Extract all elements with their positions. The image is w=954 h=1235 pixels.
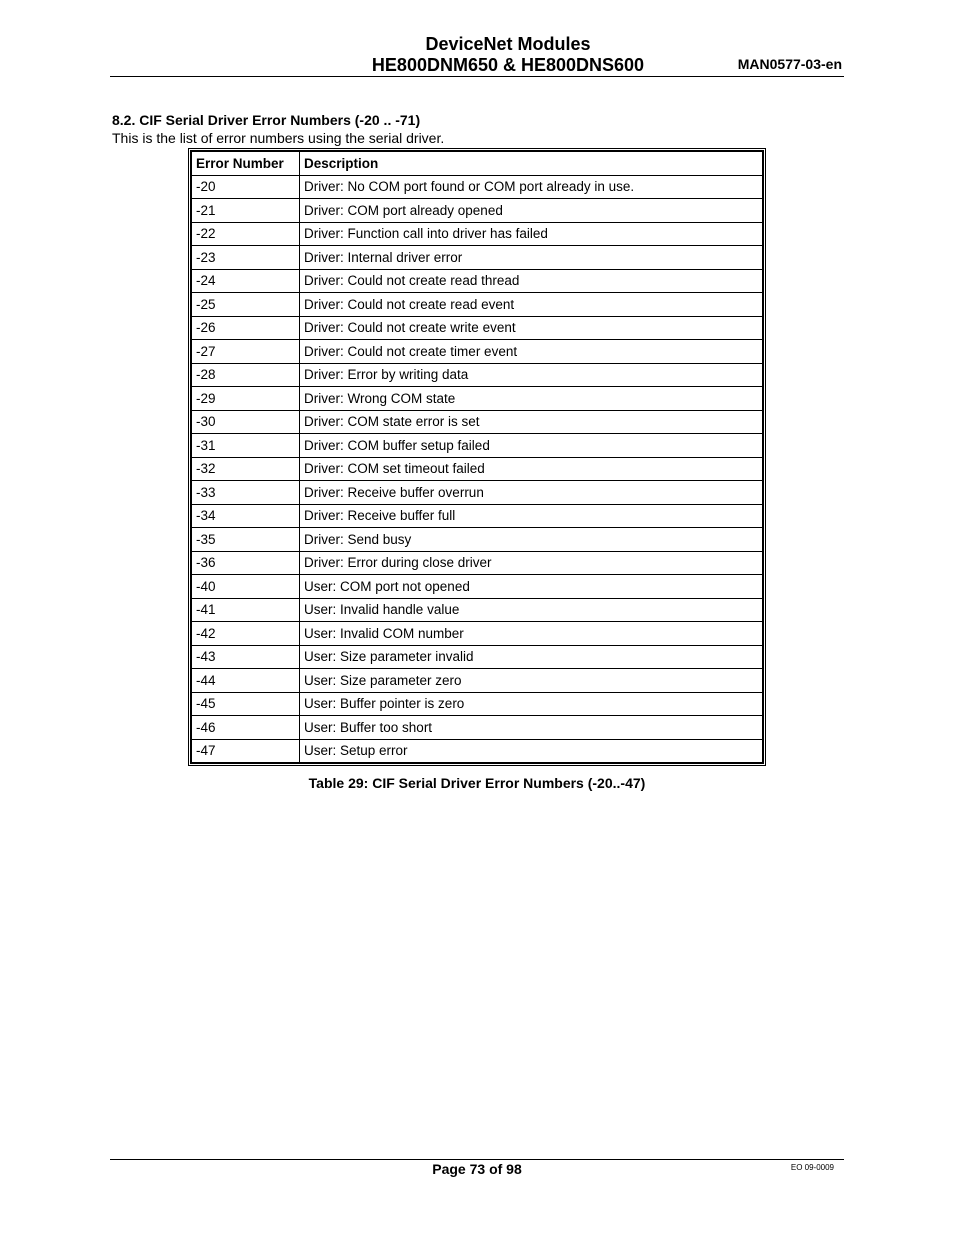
table-row	[192, 410, 763, 434]
table-row	[192, 340, 763, 364]
table-row	[192, 293, 763, 317]
description-cell: User: COM port not opened	[300, 575, 763, 599]
table-row	[192, 504, 763, 528]
table-row	[192, 387, 763, 411]
column-header-description: Description	[300, 152, 763, 176]
error-number-cell: -40	[192, 575, 300, 599]
error-number-cell: -44	[192, 669, 300, 693]
table-caption: Table 29: CIF Serial Driver Error Numbers (-20..-47)	[308, 775, 646, 791]
description-cell: Driver: Error during close driver	[300, 551, 763, 575]
page-number: Page 73 of 98	[432, 1161, 522, 1177]
description-cell: Driver: Function call into driver has failed	[300, 222, 763, 246]
document-number: MAN0577-03-en	[737, 56, 842, 72]
footer-code: EO 09-0009	[790, 1163, 834, 1172]
error-number-cell: -34	[192, 504, 300, 528]
error-number-cell: -43	[192, 645, 300, 669]
error-number-cell: -20	[192, 175, 300, 199]
table-row	[192, 481, 763, 505]
description-cell: User: Buffer too short	[300, 716, 763, 740]
description-cell: User: Buffer pointer is zero	[300, 692, 763, 716]
error-number-cell: -29	[192, 387, 300, 411]
table-header-row	[192, 152, 763, 176]
error-number-cell: -22	[192, 222, 300, 246]
description-cell: User: Invalid COM number	[300, 622, 763, 646]
table-row	[192, 669, 763, 693]
error-number-cell: -30	[192, 410, 300, 434]
table-row	[192, 598, 763, 622]
error-number-cell: -26	[192, 316, 300, 340]
description-cell: Driver: COM port already opened	[300, 199, 763, 223]
error-table	[191, 151, 763, 763]
table-row	[192, 716, 763, 740]
error-number-cell: -21	[192, 199, 300, 223]
document-title-line1: DeviceNet Modules	[425, 34, 591, 54]
description-cell: Driver: COM state error is set	[300, 410, 763, 434]
error-number-cell: -31	[192, 434, 300, 458]
description-cell: Driver: No COM port found or COM port already in use.	[300, 175, 763, 199]
error-number-cell: -25	[192, 293, 300, 317]
description-cell: Driver: Could not create read event	[300, 293, 763, 317]
error-number-cell: -42	[192, 622, 300, 646]
footer-divider	[110, 1159, 844, 1160]
description-cell: Driver: Could not create read thread	[300, 269, 763, 293]
table-row	[192, 739, 763, 763]
description-cell: Driver: Receive buffer full	[300, 504, 763, 528]
table-row	[192, 551, 763, 575]
description-cell: User: Setup error	[300, 739, 763, 763]
section-heading: 8.2. CIF Serial Driver Error Numbers (-20 .. -71)	[112, 112, 421, 128]
error-number-cell: -23	[192, 246, 300, 270]
error-number-cell: -33	[192, 481, 300, 505]
description-cell: User: Size parameter invalid	[300, 645, 763, 669]
table-row	[192, 269, 763, 293]
description-cell: Driver: Wrong COM state	[300, 387, 763, 411]
table-row	[192, 645, 763, 669]
description-cell: User: Size parameter zero	[300, 669, 763, 693]
table-row	[192, 575, 763, 599]
table-body	[192, 175, 763, 763]
table-row	[192, 457, 763, 481]
error-number-cell: -24	[192, 269, 300, 293]
error-table-frame	[188, 148, 766, 766]
error-number-cell: -45	[192, 692, 300, 716]
description-cell: Driver: Could not create timer event	[300, 340, 763, 364]
description-cell: Driver: Send busy	[300, 528, 763, 552]
table-row	[192, 528, 763, 552]
header-divider	[110, 76, 844, 77]
document-title-line2: HE800DNM650 & HE800DNS600	[371, 55, 645, 75]
table-row	[192, 622, 763, 646]
error-number-cell: -41	[192, 598, 300, 622]
description-cell: Driver: COM set timeout failed	[300, 457, 763, 481]
table-row	[192, 246, 763, 270]
column-header-error-number: Error Number	[192, 152, 300, 176]
description-cell: Driver: Receive buffer overrun	[300, 481, 763, 505]
description-cell: Driver: COM buffer setup failed	[300, 434, 763, 458]
error-number-cell: -46	[192, 716, 300, 740]
error-number-cell: -27	[192, 340, 300, 364]
error-number-cell: -35	[192, 528, 300, 552]
table-row	[192, 692, 763, 716]
description-cell: User: Invalid handle value	[300, 598, 763, 622]
error-number-cell: -32	[192, 457, 300, 481]
description-cell: Driver: Error by writing data	[300, 363, 763, 387]
table-row	[192, 222, 763, 246]
description-cell: Driver: Could not create write event	[300, 316, 763, 340]
error-number-cell: -36	[192, 551, 300, 575]
document-title	[300, 34, 716, 76]
table-row	[192, 175, 763, 199]
description-cell: Driver: Internal driver error	[300, 246, 763, 270]
section-intro: This is the list of error numbers using the serial driver.	[112, 130, 445, 146]
error-number-cell: -47	[192, 739, 300, 763]
error-number-cell: -28	[192, 363, 300, 387]
table-row	[192, 363, 763, 387]
table-row	[192, 434, 763, 458]
table-row	[192, 316, 763, 340]
table-row	[192, 199, 763, 223]
